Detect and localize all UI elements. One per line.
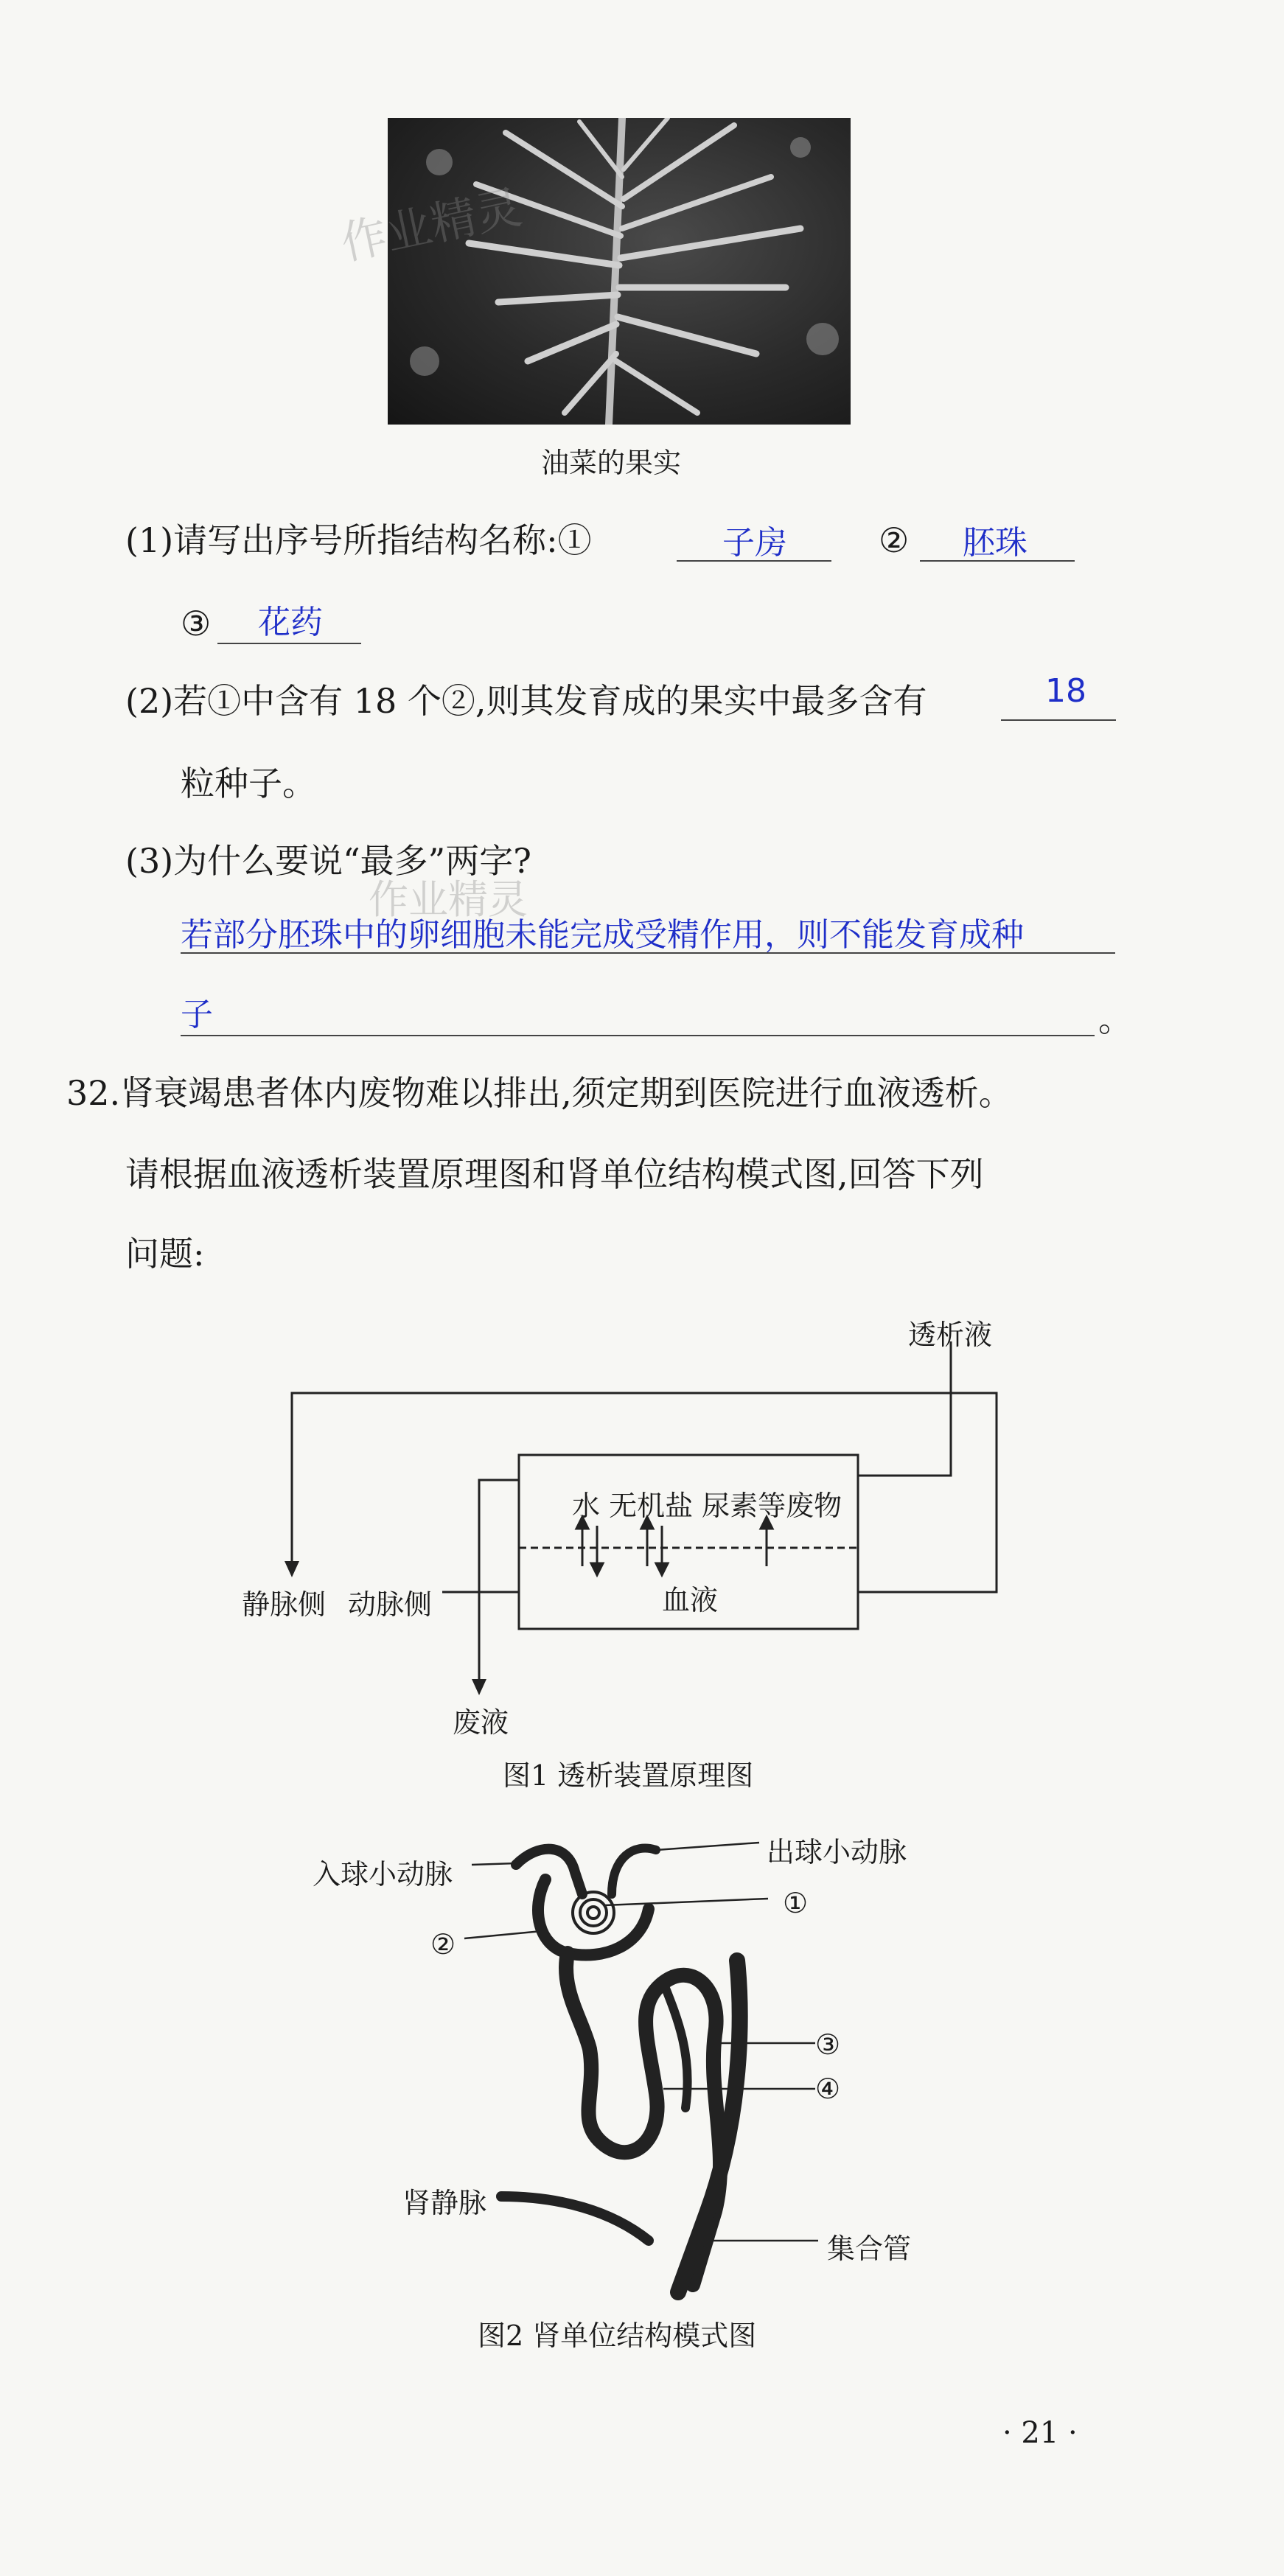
q31-end-mark: 。 bbox=[1098, 999, 1132, 1039]
waste-label: 废液 bbox=[453, 1706, 509, 1739]
efferent-leader bbox=[656, 1843, 759, 1850]
answer-5-line1: 若部分胚珠中的卵细胞未能完成受精作用，则不能发育成种 bbox=[181, 916, 1024, 954]
q31-part2-text: (2)若①中含有 18 个②,则其发育成的果实中最多含有 bbox=[125, 681, 927, 721]
waste-outlet bbox=[479, 1480, 519, 1680]
nephron-diagram bbox=[0, 1798, 1284, 2314]
efferent-arteriole-label: 出球小动脉 bbox=[767, 1836, 907, 1868]
marker-4: ④ bbox=[815, 2073, 841, 2105]
substances-label: 水 无机盐 尿素等废物 bbox=[572, 1490, 842, 1522]
afferent-arteriole-label: 入球小动脉 bbox=[313, 1858, 453, 1891]
answer-1: 子房 bbox=[722, 524, 787, 562]
answer-4: 18 bbox=[1045, 672, 1086, 710]
rapeseed-fruit-photo bbox=[388, 118, 851, 425]
answer-line-5b bbox=[181, 1035, 1095, 1036]
marker-1: ① bbox=[783, 1887, 809, 1919]
answer-5-line2: 子 bbox=[181, 996, 213, 1033]
exchange-arrows bbox=[576, 1517, 772, 1575]
figure2-caption: 图2 肾单位结构模式图 bbox=[478, 2320, 757, 2352]
q32-line2: 请根据血液透析装置原理图和肾单位结构模式图,回答下列 bbox=[125, 1154, 984, 1194]
rapeseed-stem-illustration bbox=[388, 118, 851, 425]
answer-2: 胚珠 bbox=[963, 524, 1027, 562]
vein-arrowhead bbox=[285, 1561, 299, 1577]
renal-vein-label: 肾静脉 bbox=[402, 2187, 487, 2219]
renal-vein bbox=[501, 2196, 649, 2241]
answer-line-5a bbox=[181, 952, 1115, 954]
marker-2: ② bbox=[430, 1928, 456, 1961]
blood-label: 血液 bbox=[662, 1584, 719, 1616]
q32-line3: 问题: bbox=[125, 1234, 205, 1274]
q31-mark-3: ③ bbox=[181, 604, 212, 643]
answer-blank-3 bbox=[217, 643, 361, 644]
q31-part1-prefix: (1)请写出序号所指结构名称:① bbox=[125, 520, 592, 560]
watermark-2: 作业精灵 bbox=[369, 876, 528, 923]
q31-part2-tail: 粒种子。 bbox=[181, 764, 316, 803]
watermark: 作业精灵 bbox=[336, 179, 526, 270]
page-number: · 21 · bbox=[1002, 2416, 1078, 2450]
afferent-arteriole bbox=[516, 1849, 582, 1894]
artery-side-label: 动脉侧 bbox=[348, 1588, 433, 1621]
photo-caption: 油菜的果实 bbox=[541, 447, 682, 479]
q31-part3-text: (3)为什么要说“最多”两字? bbox=[125, 841, 531, 881]
waste-arrowhead bbox=[472, 1679, 486, 1695]
dialysate-label: 透析液 bbox=[908, 1319, 993, 1351]
figure1-caption: 图1 透析装置原理图 bbox=[503, 1759, 754, 1792]
leader-1 bbox=[604, 1899, 768, 1905]
collecting-duct-label: 集合管 bbox=[827, 2233, 912, 2265]
efferent-arteriole bbox=[612, 1849, 656, 1895]
leader-2 bbox=[464, 1931, 542, 1938]
dialysis-diagram bbox=[0, 1282, 1284, 1784]
glomerulus bbox=[573, 1892, 614, 1933]
q32-line1: 32.肾衰竭患者体内废物难以排出,须定期到医院进行血液透析。 bbox=[66, 1073, 1013, 1113]
vein-side-label: 静脉侧 bbox=[242, 1588, 327, 1621]
dialysate-inlet bbox=[858, 1341, 951, 1476]
q31-mark-2: ② bbox=[879, 520, 910, 560]
afferent-leader bbox=[472, 1863, 516, 1865]
answer-blank-4 bbox=[1001, 719, 1116, 721]
answer-3: 花药 bbox=[258, 604, 323, 641]
marker-3: ③ bbox=[815, 2028, 841, 2061]
